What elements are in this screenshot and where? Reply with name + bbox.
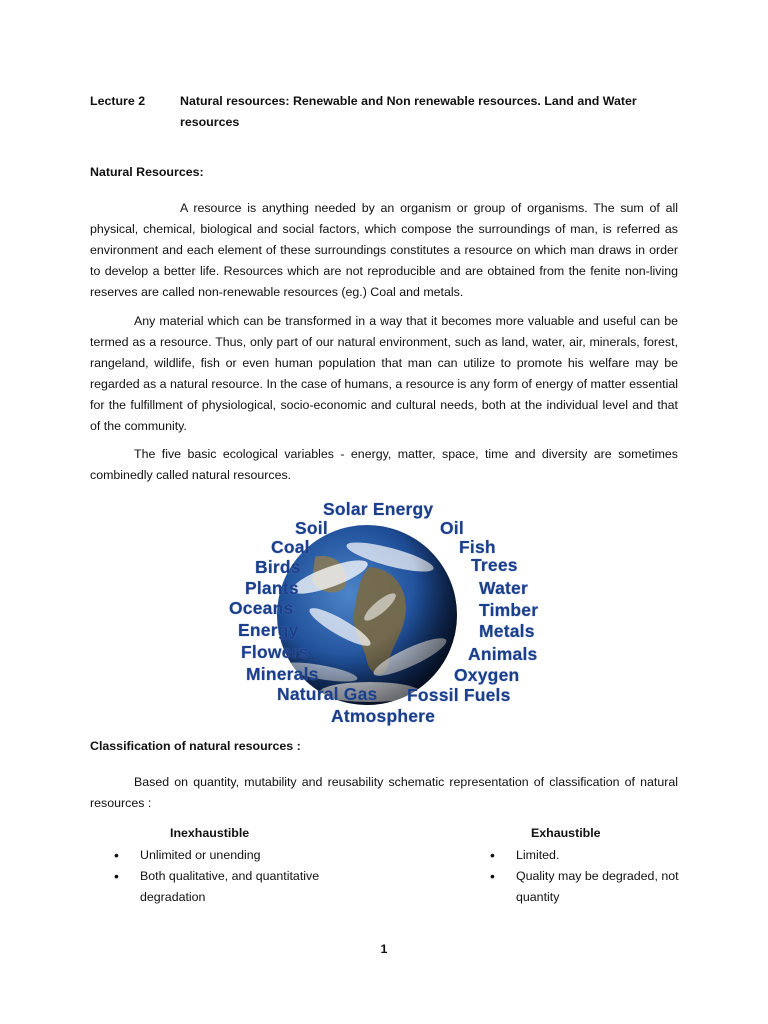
paragraph-ecological-variables: The five basic ecological variables - energy, matter, space, time and diversity are sometimes combinedly called natural resources. bbox=[90, 447, 678, 482]
list-item: • Limited. bbox=[490, 845, 680, 866]
label-oxygen: Oxygen bbox=[454, 665, 520, 685]
page-number: 1 bbox=[380, 942, 388, 956]
lecture-title: Natural resources: Renewable and Non renewable resources. Land and Water resources bbox=[180, 94, 637, 129]
label-solar-energy: Solar Energy bbox=[323, 499, 434, 519]
label-water: Water bbox=[479, 578, 528, 598]
label-soil: Soil bbox=[295, 518, 328, 538]
inexhaustible-list bbox=[114, 845, 344, 908]
label-natural-gas: Natural Gas bbox=[277, 684, 378, 704]
label-animals: Animals bbox=[468, 644, 538, 664]
column-title-inexhaustible: Inexhaustible bbox=[170, 826, 250, 840]
label-fossil-fuels: Fossil Fuels bbox=[407, 685, 511, 705]
exhaustible-list bbox=[490, 845, 680, 908]
label-timber: Timber bbox=[479, 600, 539, 620]
lecture-number: Lecture 2 bbox=[90, 94, 146, 108]
label-trees: Trees bbox=[471, 555, 518, 575]
paragraph-material-resource: Any material which can be transformed in a way that it becomes more valuable and useful can be termed as a resource. Thus, only part of our natural environment, such as land, water, air, minerals, forest, rangeland, wildlife, fish or even human population that man can utilize to promote his welfare may be regarded as a natural resource. In the case of humans, a resource is any form of energy of matter essential for the fulfillment of physiological, socio-economic and cultural needs, both at the individual level and that of the community. bbox=[90, 314, 678, 433]
section-heading-natural-resources: Natural Resources: bbox=[90, 165, 204, 179]
list-item: • Unlimited or unending bbox=[114, 845, 344, 866]
label-fish: Fish bbox=[459, 537, 496, 557]
label-energy: Energy bbox=[238, 620, 299, 640]
label-minerals: Minerals bbox=[246, 664, 319, 684]
paragraph-classification-basis: Based on quantity, mutability and reusability schematic representation of classification of natural resources : bbox=[90, 775, 678, 810]
section-heading-classification: Classification of natural resources : bbox=[90, 739, 301, 753]
label-flowers: Flowers bbox=[241, 642, 309, 662]
label-oceans: Oceans bbox=[229, 598, 294, 618]
label-metals: Metals bbox=[479, 621, 535, 641]
label-coal: Coal bbox=[271, 537, 310, 557]
label-oil: Oil bbox=[440, 518, 464, 538]
paragraph-resource-definition: A resource is anything needed by an organism or group of organisms. The sum of all physical, chemical, biological and social factors, which compose the surroundings of man, is referred as environment and each element of these surroundings constitutes a resource on which man draws in order to develop a better life. Resources which are not reproducible and are obtained from the fenite non-living reserves are called non-renewable resources (eg.) Coal and metals. bbox=[90, 201, 678, 299]
natural-resources-figure bbox=[220, 497, 550, 729]
column-title-exhaustible: Exhaustible bbox=[531, 826, 601, 840]
list-item: • Both qualitative, and quantitative degradation bbox=[114, 866, 344, 908]
label-plants: Plants bbox=[245, 578, 299, 598]
label-atmosphere: Atmosphere bbox=[331, 706, 436, 726]
list-item: • Quality may be degraded, not quantity bbox=[490, 866, 680, 908]
label-birds: Birds bbox=[255, 557, 301, 577]
